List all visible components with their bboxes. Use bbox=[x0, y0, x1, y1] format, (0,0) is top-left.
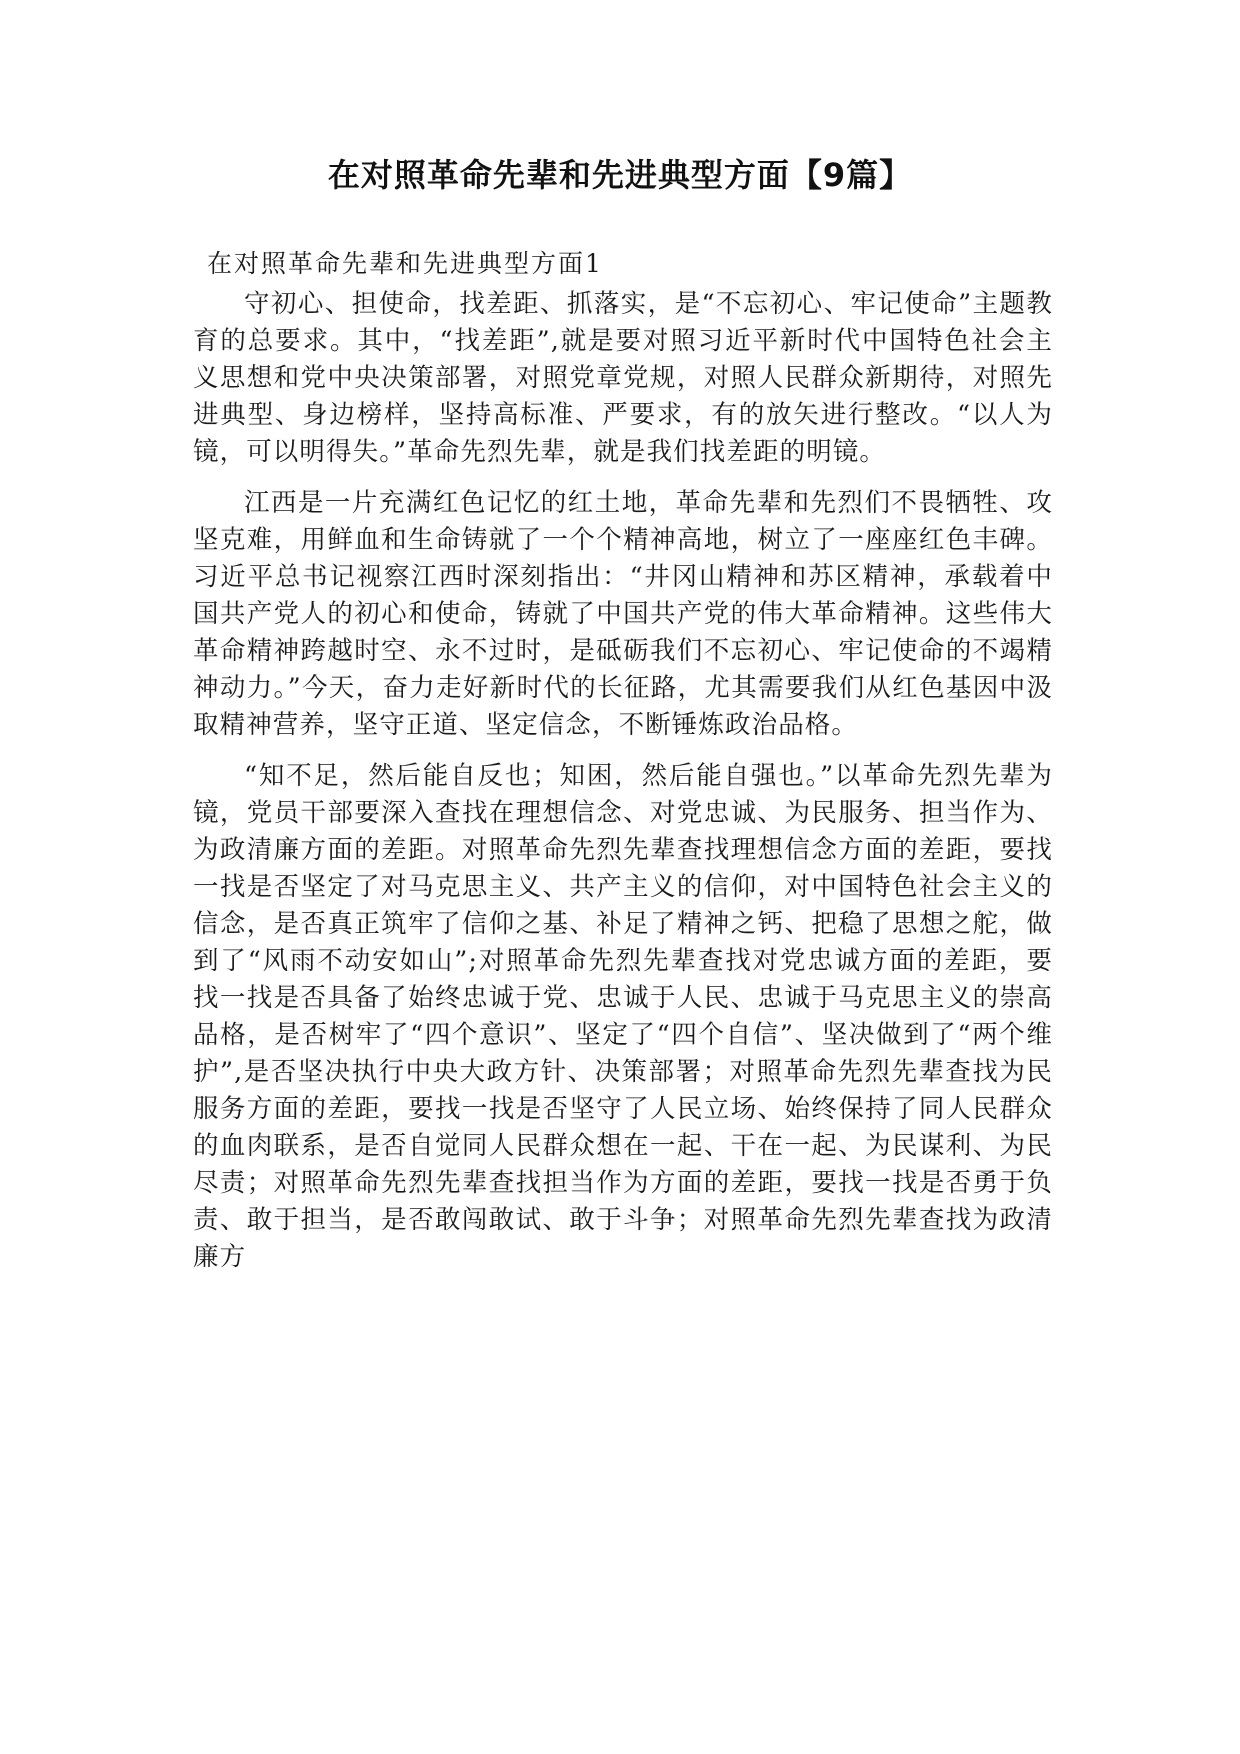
paragraph-2: 江西是一片充满红色记忆的红土地，革命先辈和先烈们不畏牺牲、攻坚克难，用鲜血和生命铸就了一个个精神高地，树立了一座座红色丰碑。习近平总书记视察江西时深刻指出：“井冈山精神和苏区精神，承载着中国共产党人的初心和使命，铸就了中国共产党的伟大革命精神。这些伟大革命精神跨越时空、永不过时，是砥砺我们不忘初心、牢记使命的不竭精神动力。”今天，奋力走好新时代的长征路，尤其需要我们从红色基因中汲取精神营养，坚守正道、坚定信念，不断锤炼政治品格。 bbox=[193, 488, 1053, 740]
paragraph-3: “知不足，然后能自反也；知困，然后能自强也。”以革命先烈先辈为镜，党员干部要深入查找在理想信念、对党忠诚、为民服务、担当作为、为政清廉方面的差距。对照革命先烈先辈查找理想信念方面的差距，要找一找是否坚定了对马克思主义、共产主义的信仰，对中国特色社会主义的信念，是否真正筑牢了信仰之基、补足了精神之钙、把稳了思想之舵，做到了“风雨不动安如山”;对照革命先烈先辈查找对党忠诚方面的差距，要找一找是否具备了始终忠诚于党、忠诚于人民、忠诚于马克思主义的崇高品格，是否树牢了“四个意识”、坚定了“四个自信”、坚决做到了“两个维护”,是否坚决执行中央大政方针、决策部署；对照革命先烈先辈查找为民服务方面的差距，要找一找是否坚守了人民立场、始终保持了同人民群众的血肉联系，是否自觉同人民群众想在一起、干在一起、为民谋利、为民尽责；对照革命先烈先辈查找担当作为方面的差距，要找一找是否勇于负责、敢于担当，是否敢闯敢试、敢于斗争；对照革命先烈先辈查找为政清廉方 bbox=[193, 761, 1053, 1272]
document-title: 在对照革命先辈和先进典型方面【9篇】 bbox=[327, 156, 913, 194]
paragraph-1: 守初心、担使命，找差距、抓落实，是“不忘初心、牢记使命”主题教育的总要求。其中，“找差距”,就是要对照习近平新时代中国特色社会主义思想和党中央决策部署，对照党章党规，对照人民群众新期待，对照先进典型、身边榜样，坚持高标准、严要求，有的放矢进行整改。“以人为镜，可以明得失。”革命先烈先辈，就是我们找差距的明镜。 bbox=[193, 289, 1053, 467]
section-heading: 在对照革命先辈和先进典型方面1 bbox=[207, 249, 603, 278]
document-body bbox=[193, 286, 1053, 1290]
